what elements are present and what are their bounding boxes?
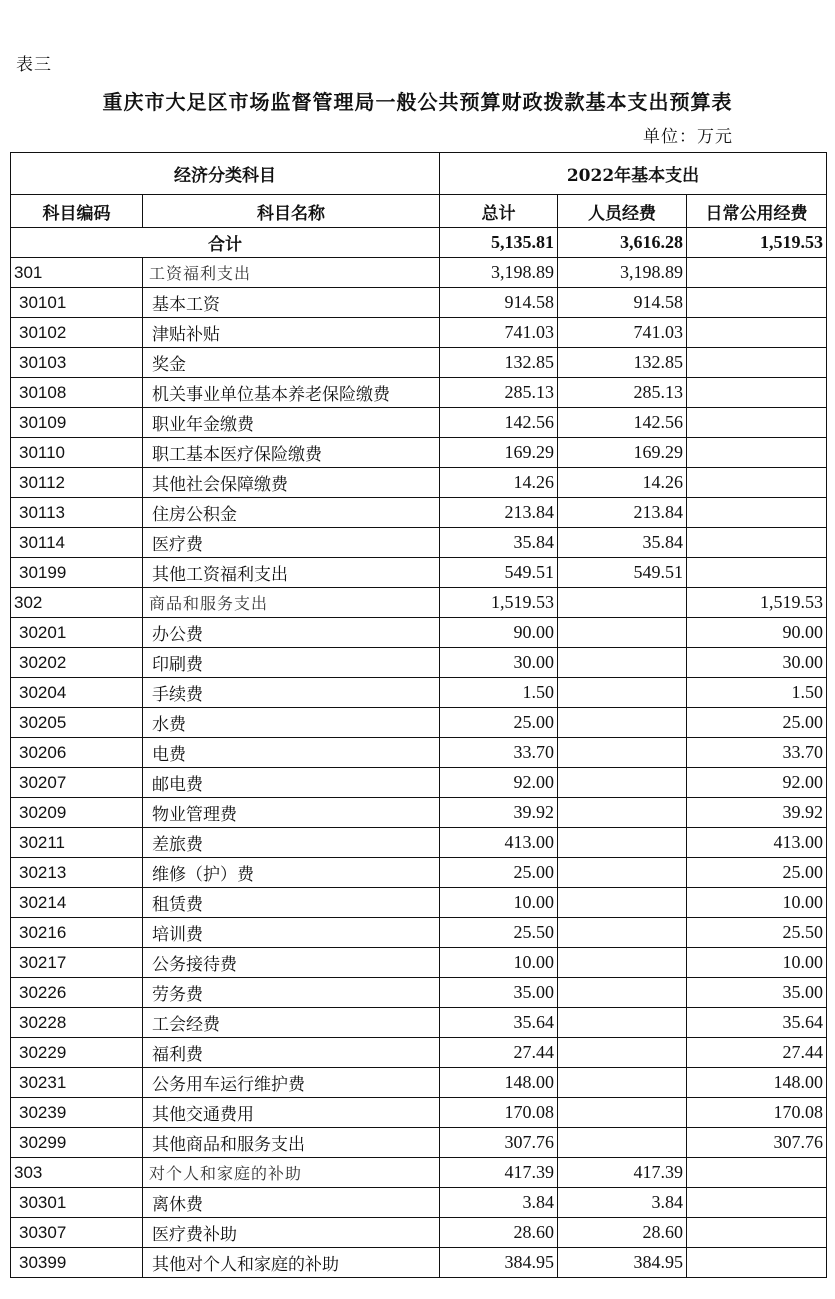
- row-code: 30207: [11, 768, 143, 798]
- row-total: 35.00: [440, 978, 558, 1008]
- row-personnel: 142.56: [558, 408, 687, 438]
- table-row: [11, 558, 827, 588]
- row-public: 307.76: [687, 1128, 827, 1158]
- row-total: 1.50: [440, 678, 558, 708]
- row-total: 170.08: [440, 1098, 558, 1128]
- row-code: 30102: [11, 318, 143, 348]
- row-personnel: [558, 918, 687, 948]
- table-row: [11, 318, 827, 348]
- row-personnel: [558, 1038, 687, 1068]
- row-total: 10.00: [440, 888, 558, 918]
- row-personnel: 14.26: [558, 468, 687, 498]
- row-name: 津贴补贴: [143, 318, 440, 348]
- row-total: 169.29: [440, 438, 558, 468]
- row-personnel: [558, 1098, 687, 1128]
- table-body: [11, 228, 827, 1278]
- row-code: 30205: [11, 708, 143, 738]
- row-total: 3.84: [440, 1188, 558, 1218]
- row-public: [687, 318, 827, 348]
- row-total: 741.03: [440, 318, 558, 348]
- row-name: 商品和服务支出: [143, 588, 440, 618]
- row-code: 303: [11, 1158, 143, 1188]
- row-personnel: [558, 678, 687, 708]
- row-code: 30214: [11, 888, 143, 918]
- row-name: 医疗费补助: [143, 1218, 440, 1248]
- row-public: [687, 258, 827, 288]
- row-public: 25.00: [687, 708, 827, 738]
- row-total: 132.85: [440, 348, 558, 378]
- row-name: 水费: [143, 708, 440, 738]
- table-row: [11, 678, 827, 708]
- table-row: [11, 1068, 827, 1098]
- row-code: 302: [11, 588, 143, 618]
- row-name: 邮电费: [143, 768, 440, 798]
- row-personnel: [558, 1128, 687, 1158]
- row-public: [687, 1158, 827, 1188]
- table-row: [11, 288, 827, 318]
- unit-label: 单位：万元: [643, 127, 733, 147]
- row-personnel: 417.39: [558, 1158, 687, 1188]
- row-public: 90.00: [687, 618, 827, 648]
- table-row: [11, 618, 827, 648]
- row-code: 30201: [11, 618, 143, 648]
- row-public: 25.50: [687, 918, 827, 948]
- row-personnel: [558, 828, 687, 858]
- row-personnel: [558, 1068, 687, 1098]
- row-code: 30216: [11, 918, 143, 948]
- row-code: 30108: [11, 378, 143, 408]
- row-public: 33.70: [687, 738, 827, 768]
- row-code: 30103: [11, 348, 143, 378]
- row-name: 工会经费: [143, 1008, 440, 1038]
- row-code: 301: [11, 258, 143, 288]
- row-total: 35.64: [440, 1008, 558, 1038]
- row-name: 其他对个人和家庭的补助: [143, 1248, 440, 1278]
- row-personnel: [558, 588, 687, 618]
- row-name: 电费: [143, 738, 440, 768]
- row-name: 基本工资: [143, 288, 440, 318]
- row-personnel: [558, 768, 687, 798]
- row-name: 机关事业单位基本养老保险缴费: [143, 378, 440, 408]
- header-personnel: 人员经费: [558, 195, 687, 228]
- table-row: [11, 828, 827, 858]
- row-public: [687, 498, 827, 528]
- row-public: 413.00: [687, 828, 827, 858]
- row-personnel: [558, 618, 687, 648]
- row-name: 工资福利支出: [143, 258, 440, 288]
- row-code: 30199: [11, 558, 143, 588]
- row-personnel: [558, 858, 687, 888]
- table-row: [11, 348, 827, 378]
- row-public: 170.08: [687, 1098, 827, 1128]
- row-personnel: 549.51: [558, 558, 687, 588]
- row-total: 384.95: [440, 1248, 558, 1278]
- row-personnel: [558, 648, 687, 678]
- row-personnel: [558, 978, 687, 1008]
- row-name: 办公费: [143, 618, 440, 648]
- summary-row: [11, 228, 827, 258]
- row-personnel: 35.84: [558, 528, 687, 558]
- table-row: [11, 408, 827, 438]
- row-name: 公务接待费: [143, 948, 440, 978]
- row-name: 物业管理费: [143, 798, 440, 828]
- row-code: 30217: [11, 948, 143, 978]
- row-total: 307.76: [440, 1128, 558, 1158]
- row-public: [687, 378, 827, 408]
- category-row: [11, 588, 827, 618]
- row-total: 10.00: [440, 948, 558, 978]
- row-total: 549.51: [440, 558, 558, 588]
- row-code: 30202: [11, 648, 143, 678]
- table-number-label: 表三: [16, 55, 52, 75]
- header-name: 科目名称: [143, 195, 440, 228]
- row-personnel: [558, 948, 687, 978]
- table-row: [11, 438, 827, 468]
- row-total: 1,519.53: [440, 588, 558, 618]
- table-row: [11, 768, 827, 798]
- row-public: [687, 288, 827, 318]
- row-code: 30112: [11, 468, 143, 498]
- row-name: 培训费: [143, 918, 440, 948]
- row-personnel: 914.58: [558, 288, 687, 318]
- row-public: 27.44: [687, 1038, 827, 1068]
- table-row: [11, 1248, 827, 1278]
- row-code: 30213: [11, 858, 143, 888]
- row-code: 30299: [11, 1128, 143, 1158]
- table-row: [11, 648, 827, 678]
- row-total: 25.50: [440, 918, 558, 948]
- row-total: 35.84: [440, 528, 558, 558]
- row-personnel: 285.13: [558, 378, 687, 408]
- row-total: 39.92: [440, 798, 558, 828]
- row-total: 25.00: [440, 858, 558, 888]
- row-personnel: 741.03: [558, 318, 687, 348]
- row-personnel: [558, 738, 687, 768]
- header-year-basic: 2022年基本支出: [440, 153, 827, 195]
- budget-table: [10, 152, 827, 1278]
- row-total: 213.84: [440, 498, 558, 528]
- row-code: 30229: [11, 1038, 143, 1068]
- row-personnel: 132.85: [558, 348, 687, 378]
- row-personnel: 213.84: [558, 498, 687, 528]
- row-total: 25.00: [440, 708, 558, 738]
- table-row: [11, 1038, 827, 1068]
- row-name: 医疗费: [143, 528, 440, 558]
- row-name: 公务用车运行维护费: [143, 1068, 440, 1098]
- row-public: [687, 528, 827, 558]
- row-total: 413.00: [440, 828, 558, 858]
- row-personnel: [558, 798, 687, 828]
- row-public: 1,519.53: [687, 588, 827, 618]
- row-code: 30228: [11, 1008, 143, 1038]
- row-name: 职业年金缴费: [143, 408, 440, 438]
- row-name: 其他工资福利支出: [143, 558, 440, 588]
- row-code: 30226: [11, 978, 143, 1008]
- table-row: [11, 1188, 827, 1218]
- row-public: 30.00: [687, 648, 827, 678]
- row-name: 其他商品和服务支出: [143, 1128, 440, 1158]
- table-row: [11, 468, 827, 498]
- row-name: 维修（护）费: [143, 858, 440, 888]
- row-public: 1.50: [687, 678, 827, 708]
- row-personnel: 384.95: [558, 1248, 687, 1278]
- row-personnel: 169.29: [558, 438, 687, 468]
- table-row: [11, 708, 827, 738]
- header-code: 科目编码: [11, 195, 143, 228]
- row-public: [687, 348, 827, 378]
- row-total: 90.00: [440, 618, 558, 648]
- row-code: 30204: [11, 678, 143, 708]
- row-code: 30209: [11, 798, 143, 828]
- table-row: [11, 948, 827, 978]
- row-name: 对个人和家庭的补助: [143, 1158, 440, 1188]
- row-name: 印刷费: [143, 648, 440, 678]
- row-code: 30109: [11, 408, 143, 438]
- table-row: [11, 1218, 827, 1248]
- row-public: 39.92: [687, 798, 827, 828]
- row-personnel: 28.60: [558, 1218, 687, 1248]
- header-econ-class: 经济分类科目: [11, 153, 440, 195]
- row-public: [687, 408, 827, 438]
- row-personnel: 3.84: [558, 1188, 687, 1218]
- row-name: 其他交通费用: [143, 1098, 440, 1128]
- summary-personnel: 3,616.28: [558, 228, 687, 258]
- header-public: 日常公用经费: [687, 195, 827, 228]
- table-row: [11, 1098, 827, 1128]
- row-code: 30307: [11, 1218, 143, 1248]
- row-total: 27.44: [440, 1038, 558, 1068]
- row-name: 手续费: [143, 678, 440, 708]
- row-name: 住房公积金: [143, 498, 440, 528]
- row-name: 福利费: [143, 1038, 440, 1068]
- row-personnel: [558, 708, 687, 738]
- row-name: 劳务费: [143, 978, 440, 1008]
- row-total: 30.00: [440, 648, 558, 678]
- row-public: [687, 468, 827, 498]
- row-public: [687, 1248, 827, 1278]
- table-row: [11, 888, 827, 918]
- row-name: 其他社会保障缴费: [143, 468, 440, 498]
- row-public: [687, 438, 827, 468]
- row-public: 10.00: [687, 888, 827, 918]
- category-row: [11, 258, 827, 288]
- header-total: 总计: [440, 195, 558, 228]
- table-row: [11, 378, 827, 408]
- row-name: 差旅费: [143, 828, 440, 858]
- row-name: 离休费: [143, 1188, 440, 1218]
- row-public: [687, 1188, 827, 1218]
- summary-total: 5,135.81: [440, 228, 558, 258]
- row-code: 30206: [11, 738, 143, 768]
- table-row: [11, 738, 827, 768]
- page-title: 重庆市大足区市场监督管理局一般公共预算财政拨款基本支出预算表: [102, 90, 733, 114]
- summary-public: 1,519.53: [687, 228, 827, 258]
- table-row: [11, 858, 827, 888]
- row-total: 33.70: [440, 738, 558, 768]
- table-row: [11, 1008, 827, 1038]
- row-code: 30231: [11, 1068, 143, 1098]
- row-total: 417.39: [440, 1158, 558, 1188]
- table-row: [11, 528, 827, 558]
- row-total: 92.00: [440, 768, 558, 798]
- row-public: 35.64: [687, 1008, 827, 1038]
- row-total: 142.56: [440, 408, 558, 438]
- category-row: [11, 1158, 827, 1188]
- row-code: 30301: [11, 1188, 143, 1218]
- row-code: 30110: [11, 438, 143, 468]
- row-total: 148.00: [440, 1068, 558, 1098]
- row-total: 285.13: [440, 378, 558, 408]
- row-total: 28.60: [440, 1218, 558, 1248]
- row-total: 914.58: [440, 288, 558, 318]
- row-public: [687, 558, 827, 588]
- row-personnel: 3,198.89: [558, 258, 687, 288]
- row-total: 14.26: [440, 468, 558, 498]
- row-public: [687, 1218, 827, 1248]
- row-code: 30101: [11, 288, 143, 318]
- table-row: [11, 918, 827, 948]
- row-total: 3,198.89: [440, 258, 558, 288]
- row-personnel: [558, 1008, 687, 1038]
- row-code: 30113: [11, 498, 143, 528]
- table-row: [11, 1128, 827, 1158]
- row-code: 30399: [11, 1248, 143, 1278]
- table-row: [11, 498, 827, 528]
- row-code: 30114: [11, 528, 143, 558]
- summary-label: 合计: [11, 228, 440, 258]
- row-public: 92.00: [687, 768, 827, 798]
- table-row: [11, 798, 827, 828]
- row-name: 租赁费: [143, 888, 440, 918]
- table-row: [11, 978, 827, 1008]
- row-name: 奖金: [143, 348, 440, 378]
- row-public: 148.00: [687, 1068, 827, 1098]
- row-code: 30211: [11, 828, 143, 858]
- row-public: 10.00: [687, 948, 827, 978]
- row-public: 35.00: [687, 978, 827, 1008]
- row-personnel: [558, 888, 687, 918]
- row-public: 25.00: [687, 858, 827, 888]
- row-name: 职工基本医疗保险缴费: [143, 438, 440, 468]
- row-code: 30239: [11, 1098, 143, 1128]
